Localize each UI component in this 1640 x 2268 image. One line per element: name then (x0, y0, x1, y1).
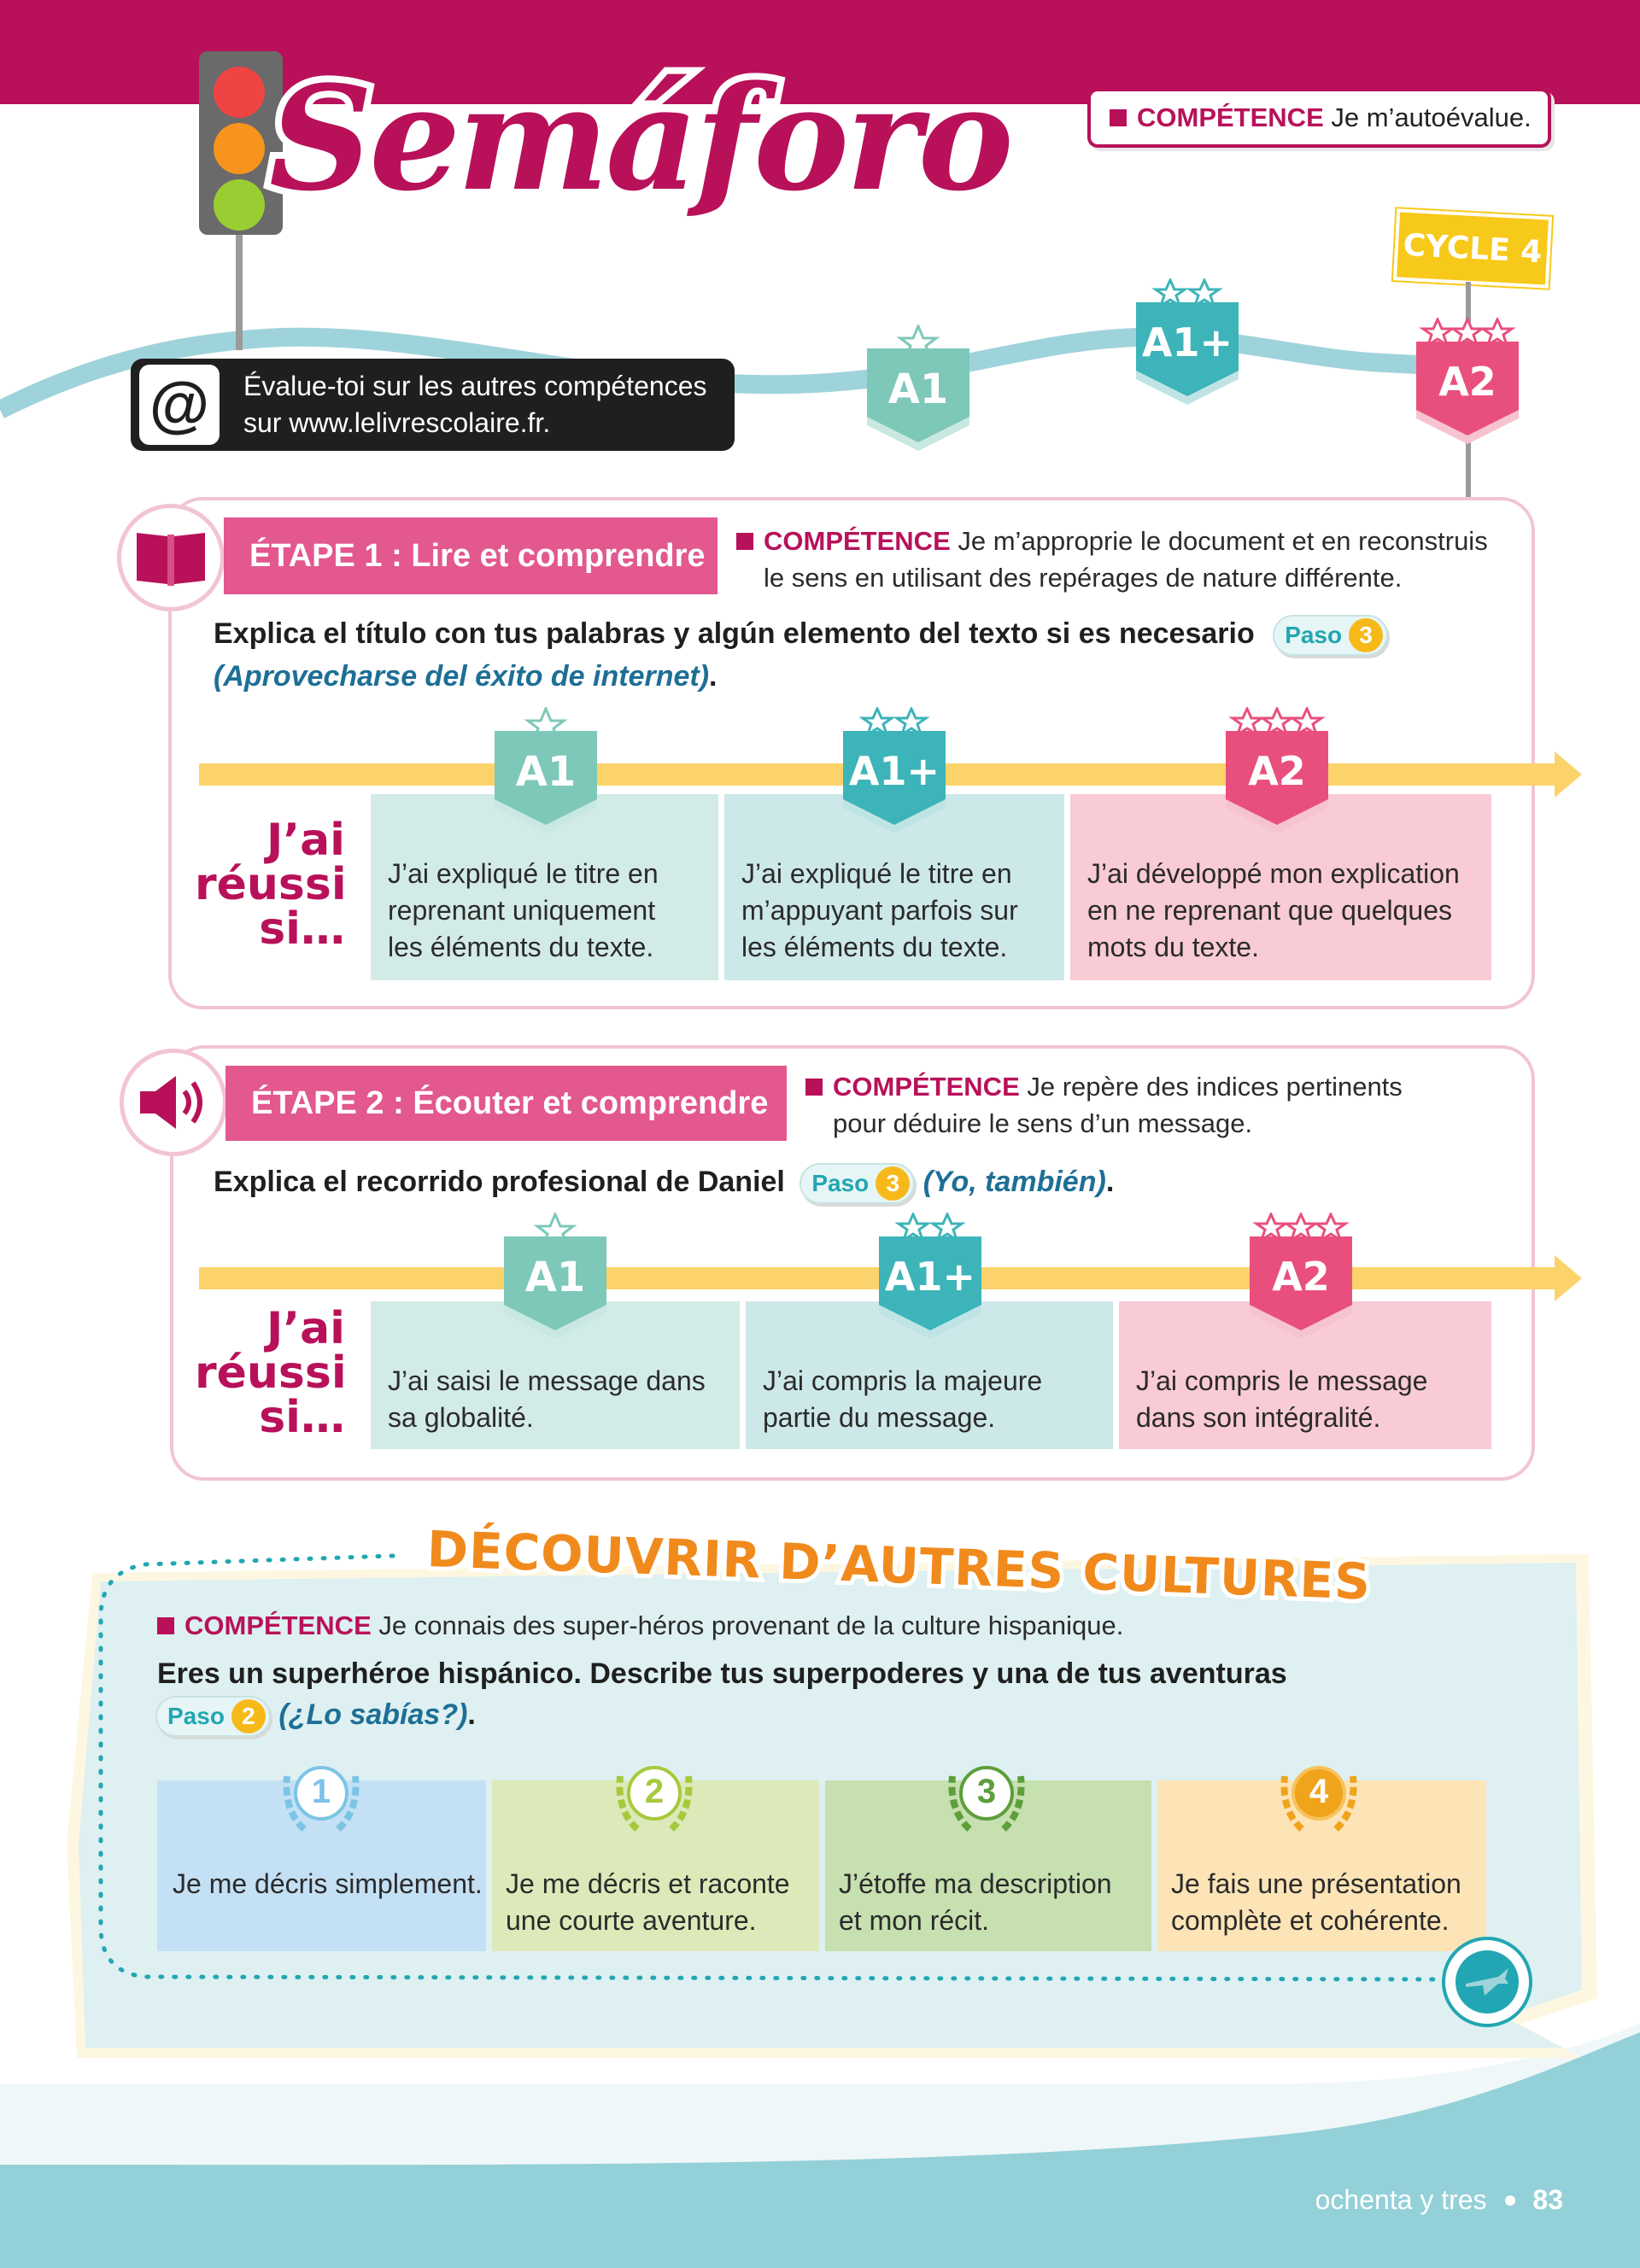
etape1-icon-circle (117, 504, 225, 611)
etape2-criterion-a2: J’ai compris le message dans son intégralité. (1119, 1301, 1491, 1449)
speaker-icon (137, 1073, 210, 1132)
arrowhead-icon (1555, 1255, 1582, 1301)
page-title: Semáforo (269, 54, 1010, 223)
culture-level-2: Je me décris et raconte une courte aventure. (492, 1780, 819, 1951)
etape1-badge-a1plus: A1+ (839, 707, 950, 835)
jai-reussi-label: J’ai réussi si… (195, 1303, 347, 1443)
paso-badge: Paso 3 (800, 1163, 915, 1204)
culture-level-1: Je me décris simplement. (157, 1780, 486, 1951)
header-competence-text: Je m’autoévalue. (1331, 102, 1532, 132)
etape2-reference: (Yo, también) (922, 1166, 1106, 1198)
top-badge-a2: A2 (1412, 318, 1523, 446)
etape1-title: ÉTAPE 1 : Lire et comprendre (224, 517, 718, 594)
etape1-competence: COMPÉTENCE Je m’approprie le document et en reconstruis le sens en utilisant des repérages de nature différente. (736, 523, 1505, 596)
jai-reussi-label: J’ai réussi si… (195, 815, 347, 955)
etape2-competence: COMPÉTENCE Je repère des indices pertinents pour déduire le sens d’un message. (805, 1068, 1506, 1142)
footer-page (1281, 2183, 1563, 2217)
etape1-criterion-a1plus: J’ai expliqué le titre en m’appuyant parfois sur les éléments du texte. (724, 794, 1064, 980)
etape2-criterion-a1plus: J’ai compris la majeure partie du message. (746, 1301, 1113, 1449)
top-badge-a1: A1 (863, 324, 974, 453)
book-icon (133, 528, 208, 587)
etape1-badge-a1: A1 (490, 707, 601, 835)
arrowhead-icon (1555, 751, 1582, 798)
footer-page-text: ochenta y tres (1315, 2184, 1487, 2215)
header-competence: COMPÉTENCE Je m’autoévalue. (1087, 88, 1551, 148)
etape2-badge-a2: A2 (1245, 1213, 1356, 1341)
culture-level-3: J’étoffe ma description et mon récit. (825, 1780, 1151, 1951)
culture-title: DÉCOUVRIR D’AUTRES CULTURES (425, 1520, 1373, 1611)
etape1-question: Explica el título con tus palabras y algún elemento del texto si es necesario Paso 3 (Aprovecharse del éxito de internet). (214, 613, 1512, 697)
etape2-icon-circle (120, 1049, 227, 1156)
etape1-criterion-a1: J’ai expliqué le titre en reprenant uniquement les éléments du texte. (371, 794, 718, 980)
etape2-badge-a1plus: A1+ (875, 1213, 986, 1341)
etape2-title: ÉTAPE 2 : Écouter et comprendre (226, 1066, 787, 1141)
etape1-criterion-a2: J’ai développé mon explication en ne reprenant que quelques mots du texte. (1070, 794, 1491, 980)
bullet-square-icon (1110, 109, 1127, 126)
laurel-1-icon: 1 (278, 1751, 364, 1839)
etape1-reference: (Aprovecharse del éxito de internet) (214, 660, 710, 693)
paso-badge: Paso 3 (1273, 615, 1388, 656)
laurel-4-icon: 4 (1276, 1751, 1362, 1839)
traffic-light-pole (236, 222, 243, 350)
laurel-2-icon: 2 (612, 1751, 697, 1839)
cycle-label: CYCLE 4 (1402, 227, 1543, 270)
online-line1: Évalue-toi sur les autres compétences (243, 371, 707, 401)
culture-reference: (¿Lo sabías?) (278, 1698, 468, 1731)
cycle-badge (1393, 208, 1552, 288)
etape2-question: Explica el recorrido profesional de Daniel Paso 3 (Yo, también). (214, 1161, 1512, 1204)
top-badge-a1plus: A1+ (1132, 278, 1243, 406)
etape2-badge-a1: A1 (500, 1213, 611, 1341)
footer-page-number: 83 (1532, 2184, 1563, 2215)
etape1-badge-a2: A2 (1221, 707, 1332, 835)
etape2-criterion-a1: J’ai saisi le message dans sa globalité. (371, 1301, 740, 1449)
online-line2[interactable]: sur www.lelivrescolaire.fr. (243, 407, 551, 438)
online-box[interactable] (131, 359, 735, 451)
culture-level-4: Je fais une présentation complète et cohérente. (1157, 1780, 1486, 1951)
airplane-circle (1442, 1937, 1532, 2027)
at-icon: @ (139, 365, 220, 445)
paso-badge: Paso 2 (155, 1696, 271, 1737)
airplane-icon (1464, 1965, 1510, 1999)
culture-question: Eres un superhéroe hispánico. Describe tus superpoderes y una de tus aventuras Paso 2 (¿Lo sabías?). (157, 1653, 1490, 1737)
laurel-3-icon: 3 (944, 1751, 1029, 1839)
culture-competence: COMPÉTENCE Je connais des super-héros provenant de la culture hispanique. (157, 1607, 1438, 1644)
